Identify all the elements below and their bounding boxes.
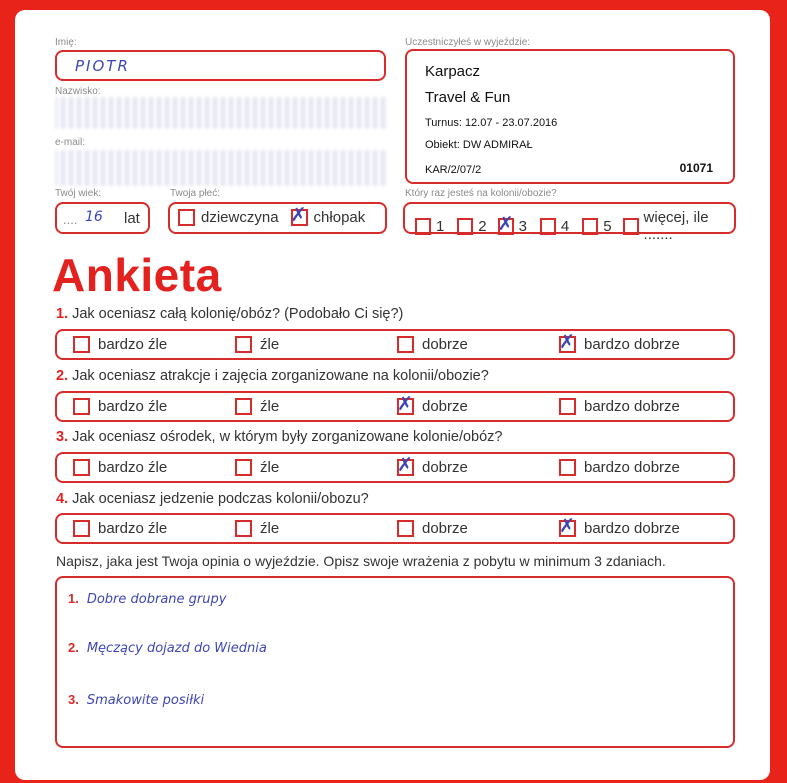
question-4-options [55, 513, 735, 544]
time-3-checkbox[interactable] [497, 212, 514, 235]
check-mark: ✗ [397, 454, 413, 476]
answer-3-number: 3. [68, 692, 79, 707]
question-1-number: 1. [56, 306, 69, 322]
answer-3-text: Smakowite posiłki [86, 693, 205, 708]
q2-dobrze-checkbox[interactable] [397, 393, 414, 415]
participant-label: Uczestniczyłeś w wyjeździe: [405, 37, 531, 48]
q2-zle-label: źle [260, 398, 280, 415]
which-time-field [403, 202, 736, 243]
question-2-options [55, 391, 735, 422]
trip-obiekt: Obiekt: DW ADMIRAŁ [425, 139, 533, 151]
check-mark: ✗ [559, 331, 575, 353]
q3-dobrze-checkbox[interactable] [397, 454, 414, 476]
q4-bardzo-dobrze-checkbox[interactable] [559, 515, 576, 537]
trip-city: Karpacz [425, 63, 481, 80]
check-mark: ✗ [397, 393, 413, 415]
q2-bardzo-dobrze-checkbox[interactable] [559, 398, 576, 415]
question-1-options [55, 329, 735, 360]
time-more-checkbox[interactable] [623, 218, 639, 235]
q2-bardzo-dobrze-label: bardzo dobrze [584, 398, 680, 415]
q2-dobrze-label: dobrze [422, 398, 468, 415]
q4-zle-checkbox[interactable] [235, 520, 252, 537]
q1-zle-label: źle [260, 336, 280, 353]
question-2-number: 2. [56, 368, 69, 384]
question-3-options [55, 452, 735, 483]
check-mark: ✗ [559, 515, 575, 537]
q1-zle-checkbox[interactable] [235, 336, 252, 353]
time-2-checkbox[interactable] [457, 218, 473, 235]
answer-3 [68, 692, 204, 708]
q3-bardzo-zle-label: bardzo źle [98, 459, 168, 476]
time-more-label: więcej, ile ....... [643, 209, 709, 243]
answer-2-text: Męczący dojazd do Wiednia [86, 641, 267, 656]
answer-2-number: 2. [68, 640, 79, 655]
question-3 [56, 429, 502, 445]
age-field[interactable] [55, 202, 150, 234]
time-1-checkbox[interactable] [415, 218, 431, 235]
trip-info-box [405, 49, 735, 184]
trip-company: Travel & Fun [425, 89, 511, 106]
survey-title: Ankieta [52, 249, 222, 301]
name-field[interactable] [55, 50, 386, 81]
question-2 [56, 368, 489, 384]
question-3-number: 3. [56, 429, 69, 445]
sex-boy-label: chłopak [313, 209, 366, 226]
time-2-label: 2 [478, 217, 487, 235]
time-4-label: 4 [560, 217, 570, 235]
q3-bardzo-dobrze-label: bardzo dobrze [584, 459, 680, 476]
q1-bardzo-dobrze-checkbox[interactable] [559, 331, 576, 353]
time-1-label: 1 [435, 217, 445, 235]
check-mark: ✗ [497, 212, 514, 235]
answer-2 [68, 640, 267, 656]
answer-1-text: Dobre dobrane grupy [86, 592, 227, 607]
sex-girl-label: dziewczyna [201, 209, 279, 226]
q4-zle-label: źle [260, 520, 280, 537]
answer-1 [68, 591, 226, 607]
q4-bardzo-zle-checkbox[interactable] [73, 520, 90, 537]
question-4-number: 4. [56, 491, 69, 507]
which-time-label: Który raz jesteś na kolonii/obozie? [405, 188, 557, 199]
answer-1-number: 1. [68, 591, 79, 606]
age-unit: lat [124, 210, 140, 227]
email-redacted [55, 150, 388, 186]
q3-zle-checkbox[interactable] [235, 459, 252, 476]
time-5-label: 5 [603, 217, 612, 235]
question-2-text: Jak oceniasz atrakcje i zajęcia zorganizowane na kolonii/obozie? [72, 368, 489, 384]
name-value: PIOTR [75, 57, 130, 75]
age-value: 16 [85, 209, 103, 225]
surname-label: Nazwisko: [55, 86, 101, 97]
q4-dobrze-label: dobrze [422, 520, 468, 537]
q3-bardzo-zle-checkbox[interactable] [73, 459, 90, 476]
q2-bardzo-zle-checkbox[interactable] [73, 398, 90, 415]
q4-bardzo-dobrze-label: bardzo dobrze [584, 520, 680, 537]
q4-bardzo-zle-label: bardzo źle [98, 520, 168, 537]
age-dots: .... [63, 212, 78, 227]
opinion-prompt: Napisz, jaka jest Twoja opinia o wyjeździe. Opisz swoje wrażenia z pobytu w minimum 3 zdaniach. [56, 553, 666, 569]
sex-label: Twoja płeć: [170, 188, 221, 199]
q1-dobrze-label: dobrze [422, 336, 468, 353]
q1-bardzo-zle-checkbox[interactable] [73, 336, 90, 353]
q3-bardzo-dobrze-checkbox[interactable] [559, 459, 576, 476]
time-5-checkbox[interactable] [582, 218, 598, 235]
trip-turnus: Turnus: 12.07 - 23.07.2016 [425, 117, 558, 129]
q2-zle-checkbox[interactable] [235, 398, 252, 415]
time-3-label: 3 [518, 217, 527, 235]
sex-girl-checkbox[interactable] [178, 209, 195, 226]
question-4 [56, 491, 369, 507]
trip-code: KAR/2/07/2 [425, 164, 482, 176]
age-label: Twój wiek: [55, 188, 102, 199]
sex-field [168, 202, 387, 234]
name-label: Imię: [55, 37, 77, 48]
question-3-text: Jak oceniasz ośrodek, w którym były zorganizowane kolonie/obóz? [72, 429, 503, 445]
trip-number: 01071 [679, 161, 713, 175]
email-label: e-mail: [55, 137, 86, 148]
surname-redacted [55, 97, 388, 129]
check-mark: ✗ [290, 204, 307, 226]
question-1-text: Jak oceniasz całą kolonię/obóz? (Podobało Ci się?) [72, 306, 404, 322]
sex-boy-checkbox[interactable] [290, 204, 308, 226]
time-4-checkbox[interactable] [540, 218, 556, 235]
question-4-text: Jak oceniasz jedzenie podczas kolonii/obozu? [72, 491, 369, 507]
q1-bardzo-dobrze-label: bardzo dobrze [584, 336, 680, 353]
q2-bardzo-zle-label: bardzo źle [98, 398, 168, 415]
q1-bardzo-zle-label: bardzo źle [98, 336, 168, 353]
q3-dobrze-label: dobrze [422, 459, 468, 476]
question-1 [56, 306, 403, 322]
q4-dobrze-checkbox[interactable] [397, 520, 414, 537]
q3-zle-label: źle [260, 459, 280, 476]
q1-dobrze-checkbox[interactable] [397, 336, 414, 353]
